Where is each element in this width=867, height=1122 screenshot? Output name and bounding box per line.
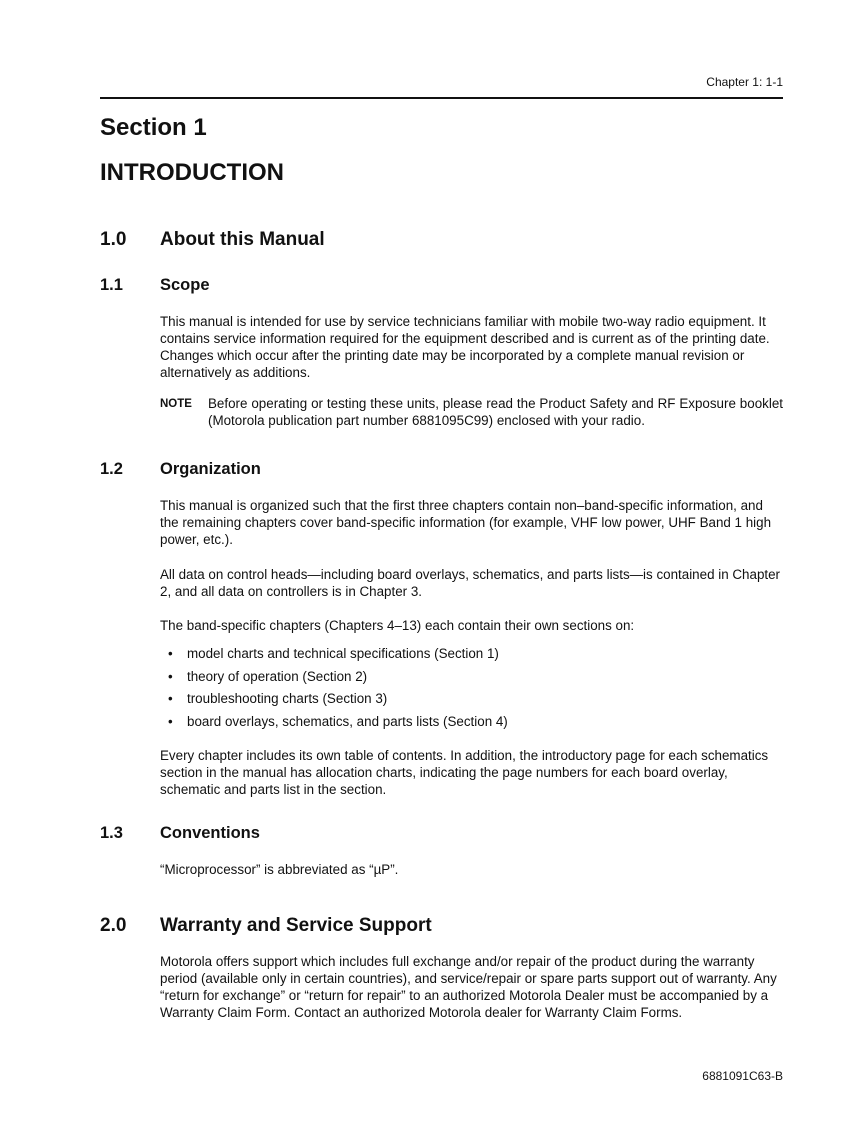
safety-note [160, 395, 783, 429]
organization-paragraph-3: The band-specific chapters (Chapters 4–13) each contain their own sections on: [160, 618, 635, 633]
heading-1-3-number: 1.3 [100, 824, 123, 842]
heading-1-2-number: 1.2 [100, 460, 123, 478]
list-item-text: model charts and technical specifications (Section 1) [187, 646, 499, 661]
list-item [160, 645, 783, 668]
heading-1-1-title: Scope [160, 276, 210, 294]
note-label: NOTE [160, 398, 192, 410]
section-list [160, 645, 783, 735]
chapter-title: INTRODUCTION [100, 159, 284, 186]
conventions-paragraph: “Microprocessor” is abbreviated as “µP”. [160, 862, 399, 877]
footer-document-number: 6881091C63-B [702, 1069, 783, 1083]
header-page-reference: Chapter 1: 1-1 [706, 75, 783, 89]
heading-2-0-title: Warranty and Service Support [160, 915, 432, 936]
heading-1-3-title: Conventions [160, 824, 260, 842]
list-item [160, 690, 783, 713]
bullet-icon: • [168, 713, 173, 729]
scope-paragraph: This manual is intended for use by service technicians familiar with mobile two-way radio equipment. It contains service information required for the equipment described and is current as of the printing date. Changes which occur after the printing date may be incorporated by a complete manual revision or alternatively as additions. [160, 314, 770, 380]
warranty-paragraph: Motorola offers support which includes full exchange and/or repair of the product during the warranty period (available only in certain countries), and service/repair or spare parts support out of warranty. Any “return for exchange” or “return for repair” to an authorized Motorola Dealer must be accompanied by a Warranty Claim Form. Contact an authorized Motorola dealer for Warranty Claim Forms. [160, 954, 777, 1020]
heading-1-1-number: 1.1 [100, 276, 123, 294]
note-text: Before operating or testing these units, please read the Product Safety and RF Exposure booklet (Motorola publication part number 6881095C99) enclosed with your radio. [208, 396, 783, 428]
heading-2-0-number: 2.0 [100, 915, 127, 936]
header-rule [100, 97, 783, 99]
heading-1-0-title: About this Manual [160, 229, 325, 250]
list-item-text: board overlays, schematics, and parts lists (Section 4) [187, 713, 508, 729]
list-item [160, 713, 783, 736]
bullet-icon: • [168, 668, 173, 684]
list-item [160, 668, 783, 691]
list-item-text: troubleshooting charts (Section 3) [187, 691, 388, 706]
organization-paragraph-4: Every chapter includes its own table of contents. In addition, the introductory page for each schematics section in the manual has allocation charts, indicating the page numbers for each board overlay, schematic and parts list in the section. [160, 748, 769, 797]
section-label: Section 1 [100, 114, 207, 141]
heading-1-0-number: 1.0 [100, 229, 127, 250]
bullet-icon: • [168, 691, 173, 706]
list-item-text: theory of operation (Section 2) [187, 668, 368, 684]
organization-paragraph-1: This manual is organized such that the first three chapters contain non–band-specific information, and the remaining chapters cover band-specific information (for example, VHF low power, UHF Band 1 high power, etc.). [160, 498, 772, 547]
organization-paragraph-2: All data on control heads—including board overlays, schematics, and parts lists—is contained in Chapter 2, and all data on controllers is in Chapter 3. [160, 567, 781, 599]
bullet-icon: • [168, 646, 173, 661]
heading-1-2-title: Organization [160, 460, 261, 478]
